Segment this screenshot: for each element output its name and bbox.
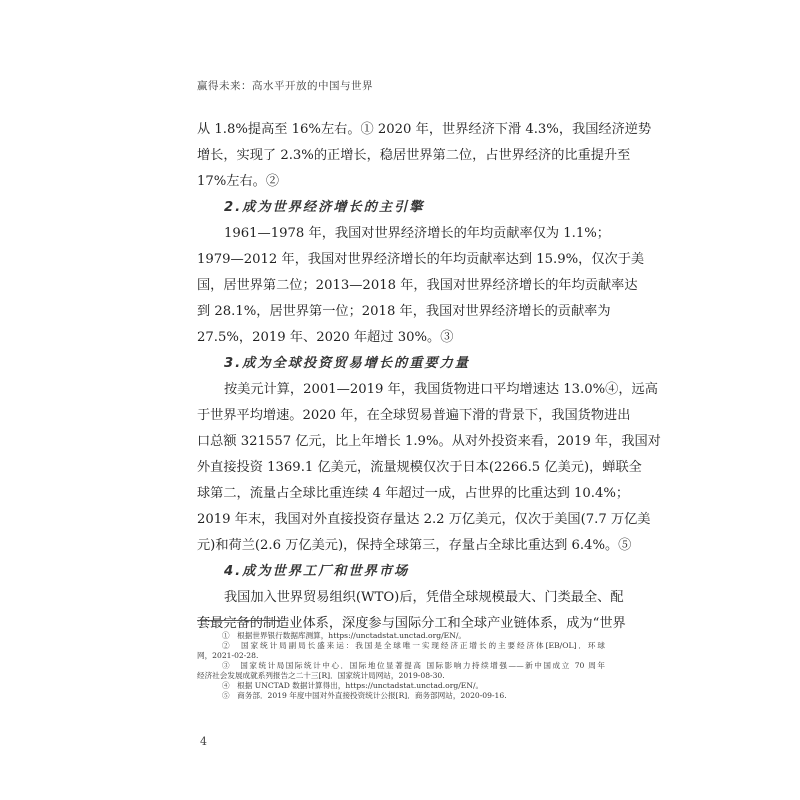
paragraph-line: 外直接投资 1369.1 亿美元，流量规模仅次于日本(2266.5 亿美元)，蝉联全 (197, 460, 642, 475)
footnote-3: ③ 国家统计局国际统计中心．国际地位显著提高 国际影响力持续增强——新中国成立 70 周年 (222, 661, 605, 670)
paragraph-line: 按美元计算，2001—2019 年，我国货物进口平均增速达 13.0%④，远高 (224, 382, 658, 397)
running-head: 赢得未来：高水平开放的中国与世界 (197, 80, 373, 92)
section-heading: 4.成为世界工厂和世界市场 (224, 564, 410, 579)
footnote-3-cont: 经济社会发展成就系列报告之二十三[R]．国家统计局网站，2019-08-30. (197, 671, 445, 680)
paragraph-line: 球第二，流量占全球比重连续 4 年超过一成，占世界的比重达到 10.4%； (197, 486, 630, 501)
footnote-5: ⑤ 商务部．2019 年度中国对外直接投资统计公报[R]．商务部网站，2020-09-16. (222, 691, 507, 700)
paragraph-line: 2019 年末，我国对外直接投资存量达 2.2 万亿美元，仅次于美国(7.7 万亿美 (197, 512, 651, 527)
paragraph-line: 1961—1978 年，我国对世界经济增长的年均贡献率仅为 1.1%； (224, 226, 610, 241)
paragraph-line: 27.5%，2019 年、2020 年超过 30%。③ (197, 330, 454, 345)
paragraph-line: 我国加入世界贸易组织(WTO)后，凭借全球规模最大、门类最全、配 (224, 590, 624, 605)
paragraph-line: 增长，实现了 2.3%的正增长，稳居世界第二位，占世界经济的比重提升至 (197, 148, 631, 163)
section-heading: 3.成为全球投资贸易增长的重要力量 (224, 356, 470, 371)
paragraph-line: 元)和荷兰(2.6 万亿美元)，保持全球第三，存量占全球比重达到 6.4%。⑤ (197, 538, 632, 553)
paragraph-line: 口总额 321557 亿元，比上年增长 1.9%。从对外投资来看，2019 年，我国对 (197, 434, 661, 449)
paragraph-line: 从 1.8%提高至 16%左右。① 2020 年，世界经济下滑 4.3%，我国经济逆势 (197, 122, 652, 137)
paragraph-line: 1979—2012 年，我国对世界经济增长的年均贡献率达到 15.9%，仅次于美 (197, 252, 645, 267)
section-heading: 2.成为世界经济增长的主引擎 (224, 200, 425, 215)
page-number: 4 (200, 735, 207, 748)
footnote-1: ① 根据世界银行数据库测算，https://unctadstat.unctad.org/EN/。 (222, 631, 467, 640)
body-text (197, 117, 661, 637)
footnote-divider (197, 620, 284, 621)
paragraph-line: 17%左右。② (197, 174, 280, 189)
footnote-4: ④ 根据 UNCTAD 数据计算得出，https://unctadstat.unctad.org/EN/。 (222, 681, 484, 690)
footnotes (197, 631, 605, 701)
paragraph-line: 于世界平均增速。2020 年，在全球贸易普遍下滑的背景下，我国货物进出 (197, 408, 631, 423)
paragraph-line: 到 28.1%，居世界第一位；2018 年，我国对世界经济增长的贡献率为 (197, 304, 611, 319)
paragraph-line: 国，居世界第二位；2013—2018 年，我国对世界经济增长的年均贡献率达 (197, 278, 638, 293)
footnote-2: ② 国家统计局副局长盛来运：我国是全球唯一实现经济正增长的主要经济体[EB/OL]．环球 (222, 641, 605, 650)
paragraph-line: 套最完备的制造业体系，深度参与国际分工和全球产业链体系，成为“世界 (197, 616, 626, 631)
footnote-2-cont: 网，2021-02-28. (197, 651, 259, 660)
